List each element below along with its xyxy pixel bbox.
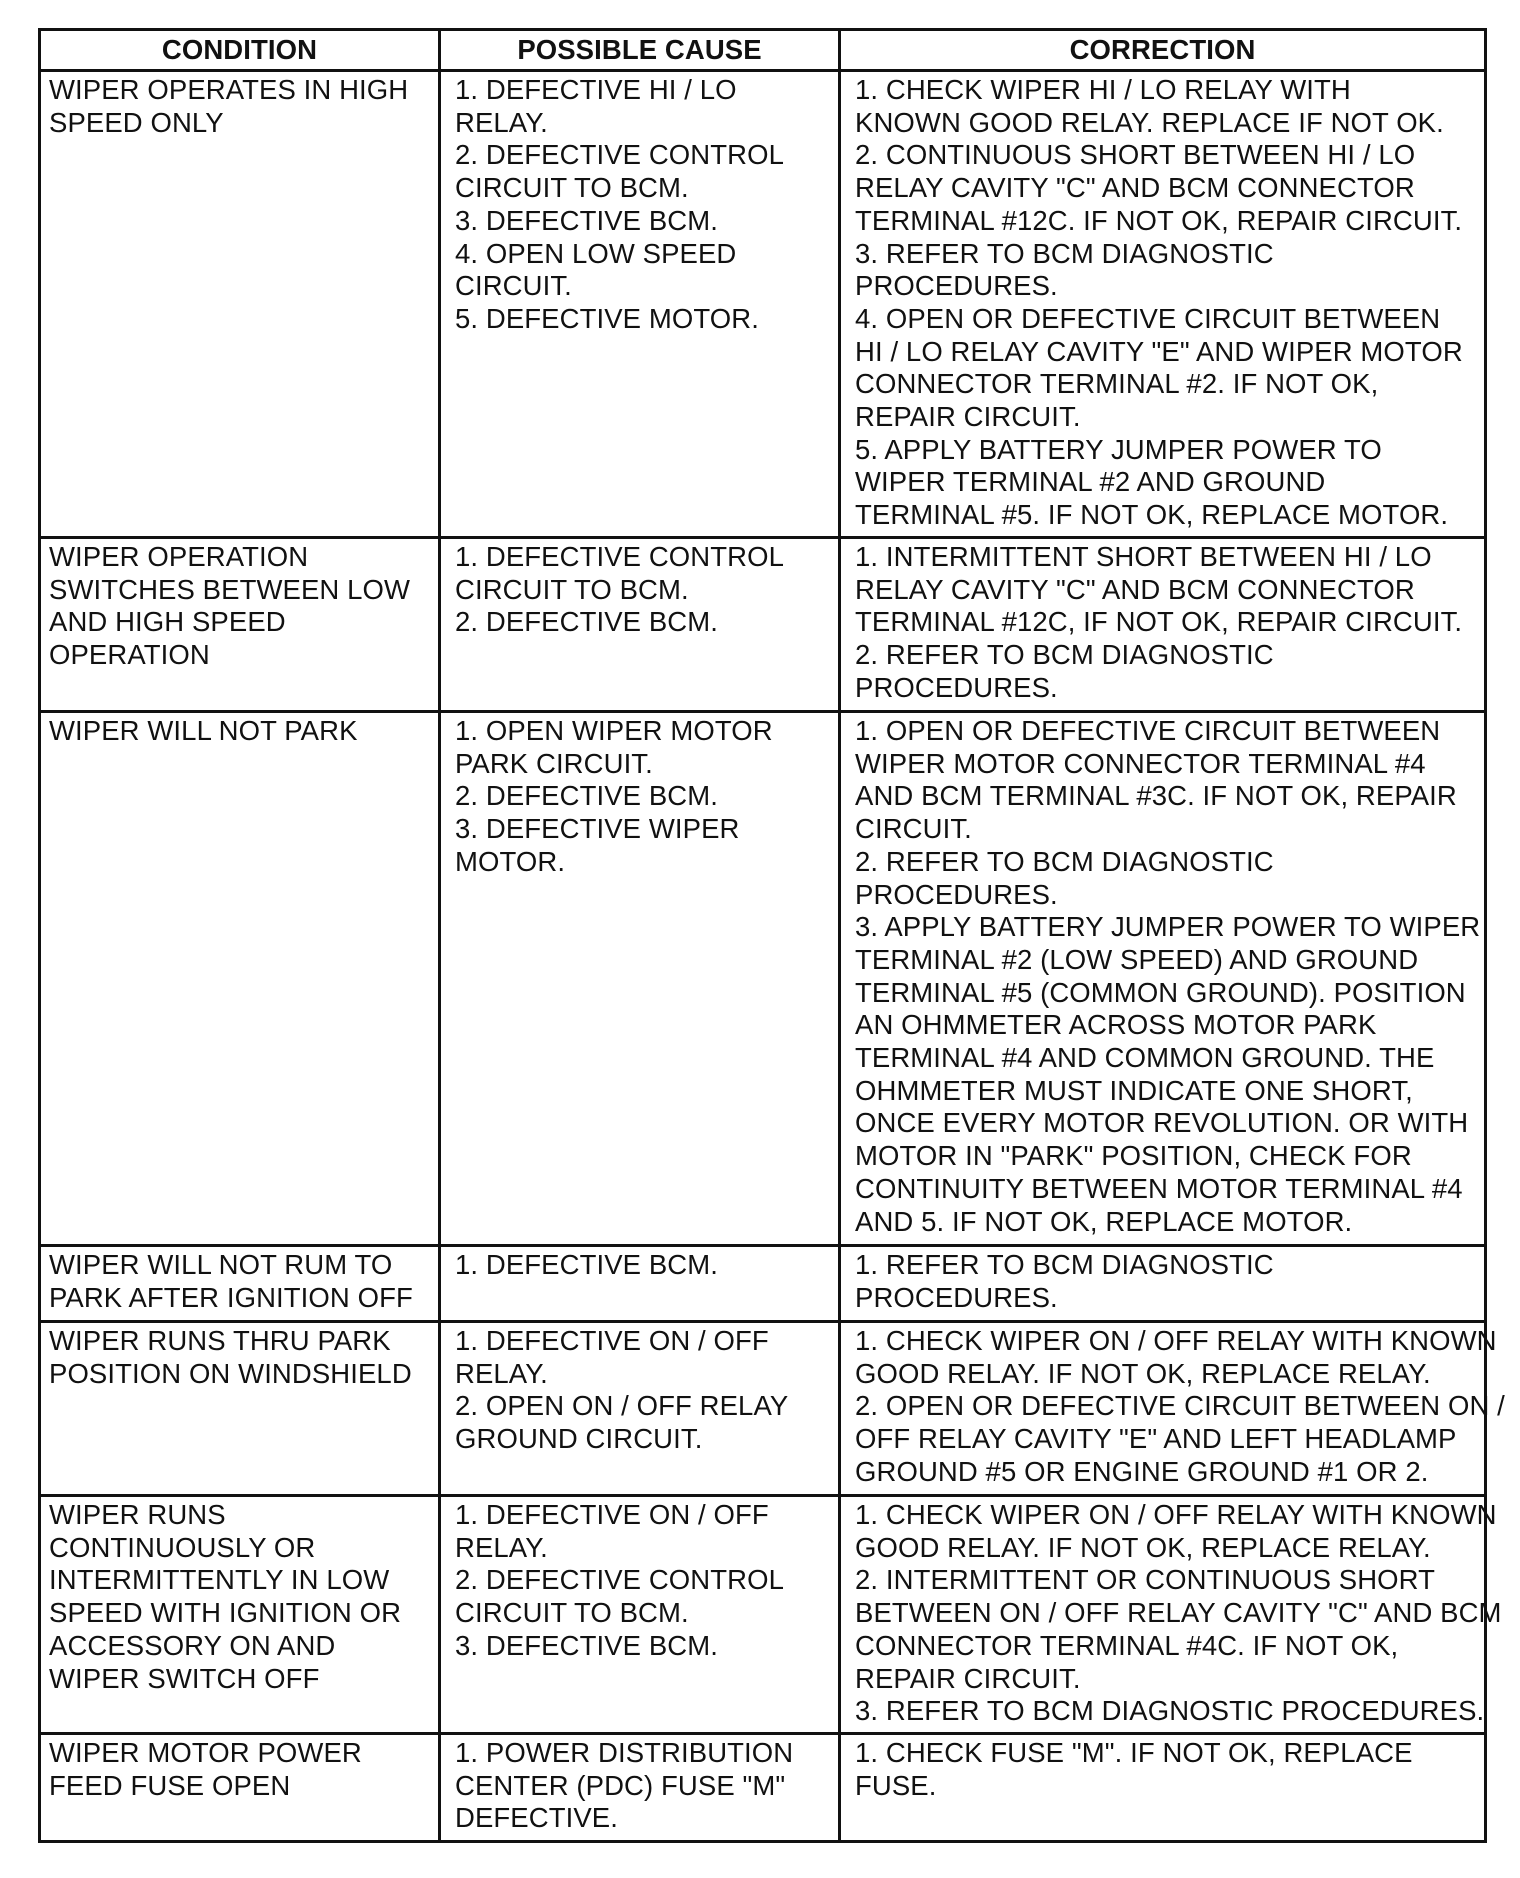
condition-text-line: FEED FUSE OPEN — [49, 1769, 291, 1801]
condition-text-line: AND HIGH SPEED — [49, 606, 286, 638]
table-row — [40, 538, 1486, 712]
condition-text-line: WIPER MOTOR POWER — [49, 1737, 362, 1768]
cause-text-line: DEFECTIVE. — [455, 1802, 618, 1834]
correction-text-line: 2. REFER TO BCM DIAGNOSTIC — [855, 639, 1274, 671]
cause-cell — [440, 71, 840, 538]
correction-text-line: PROCEDURES. — [855, 1281, 1058, 1313]
table-row — [40, 1322, 1486, 1496]
correction-text-line: WIPER TERMINAL #2 AND GROUND — [855, 466, 1326, 498]
condition-cell — [40, 1496, 440, 1734]
correction-text-line: 1. INTERMITTENT SHORT BETWEEN HI / LO — [855, 541, 1432, 572]
correction-text-line: CONNECTOR TERMINAL #4C. IF NOT OK, — [855, 1629, 1399, 1661]
cause-text-line: RELAY. — [455, 1357, 548, 1389]
correction-cell — [840, 1734, 1486, 1842]
correction-text-line: KNOWN GOOD RELAY. REPLACE IF NOT OK. — [855, 106, 1444, 138]
cause-cell — [440, 1246, 840, 1322]
correction-text-line: 3. REFER TO BCM DIAGNOSTIC PROCEDURES. — [855, 1695, 1485, 1727]
cause-text-line: 3. DEFECTIVE BCM. — [455, 204, 718, 236]
correction-cell — [840, 1246, 1486, 1322]
cause-text-line: 1. DEFECTIVE BCM. — [455, 1249, 718, 1280]
cause-text-line: 2. DEFECTIVE CONTROL — [455, 1564, 784, 1596]
condition-text-line: SPEED WITH IGNITION OR — [49, 1597, 402, 1629]
condition-text-line: WIPER OPERATES IN HIGH — [49, 74, 409, 105]
cause-cell — [440, 1496, 840, 1734]
cause-text-line: 5. DEFECTIVE MOTOR. — [455, 302, 759, 334]
correction-cell — [840, 538, 1486, 712]
cause-cell — [440, 1322, 840, 1496]
correction-text-line: 2. CONTINUOUS SHORT BETWEEN HI / LO — [855, 139, 1416, 171]
correction-cell — [840, 1496, 1502, 1734]
header-possible-cause: POSSIBLE CAUSE — [440, 30, 840, 71]
condition-text-line: OPERATION — [49, 639, 210, 671]
correction-text-line: TERMINAL #12C, IF NOT OK, REPAIR CIRCUIT. — [855, 606, 1463, 638]
correction-text-line: TERMINAL #12C. IF NOT OK, REPAIR CIRCUIT. — [855, 204, 1463, 236]
correction-cell — [840, 712, 1486, 1246]
correction-text-line: REPAIR CIRCUIT. — [855, 1662, 1081, 1694]
correction-text-line: GOOD RELAY. IF NOT OK, REPLACE RELAY. — [855, 1357, 1431, 1389]
correction-text-line: MOTOR IN "PARK" POSITION, CHECK FOR — [855, 1140, 1412, 1172]
correction-text-line: BETWEEN ON / OFF RELAY CAVITY "C" AND BCM — [855, 1597, 1502, 1629]
cause-text-line: 3. DEFECTIVE BCM. — [455, 1629, 718, 1661]
correction-text-line: RELAY CAVITY "C" AND BCM CONNECTOR — [855, 172, 1415, 204]
condition-text-line: PARK AFTER IGNITION OFF — [49, 1281, 413, 1313]
correction-text-line: 3. APPLY BATTERY JUMPER POWER TO WIPER — [855, 911, 1481, 943]
header-condition: CONDITION — [40, 30, 440, 71]
condition-cell — [40, 712, 440, 1246]
cause-text-line: 1. DEFECTIVE ON / OFF — [455, 1499, 769, 1530]
cause-cell — [440, 712, 840, 1246]
condition-cell — [40, 71, 440, 538]
correction-text-line: PROCEDURES. — [855, 671, 1058, 703]
condition-text-line: ACCESSORY ON AND — [49, 1629, 336, 1661]
cause-text-line: GROUND CIRCUIT. — [455, 1423, 703, 1455]
condition-cell — [40, 1734, 440, 1842]
correction-text-line: OFF RELAY CAVITY "E" AND LEFT HEADLAMP — [855, 1423, 1457, 1455]
correction-text-line: 2. INTERMITTENT OR CONTINUOUS SHORT — [855, 1564, 1436, 1596]
correction-text-line: HI / LO RELAY CAVITY "E" AND WIPER MOTOR — [855, 335, 1463, 367]
condition-text-line: INTERMITTENTLY IN LOW — [49, 1564, 390, 1596]
header-row — [40, 30, 1486, 71]
correction-text-line: WIPER MOTOR CONNECTOR TERMINAL #4 — [855, 747, 1426, 779]
cause-text-line: 1. DEFECTIVE HI / LO — [455, 74, 737, 105]
correction-text-line: 2. REFER TO BCM DIAGNOSTIC — [855, 845, 1274, 877]
correction-text-line: 1. OPEN OR DEFECTIVE CIRCUIT BETWEEN — [855, 715, 1441, 746]
cause-text-line: MOTOR. — [455, 845, 566, 877]
cause-text-line: 1. DEFECTIVE ON / OFF — [455, 1325, 769, 1356]
cause-text-line: RELAY. — [455, 1531, 548, 1563]
correction-text-line: REPAIR CIRCUIT. — [855, 401, 1081, 433]
cause-text-line: PARK CIRCUIT. — [455, 747, 653, 779]
correction-text-line: TERMINAL #5 (COMMON GROUND). POSITION — [855, 976, 1466, 1008]
condition-text-line: WIPER RUNS — [49, 1499, 226, 1530]
cause-text-line: CIRCUIT TO BCM. — [455, 172, 689, 204]
correction-text-line: RELAY CAVITY "C" AND BCM CONNECTOR — [855, 573, 1415, 605]
correction-text-line: FUSE. — [855, 1769, 937, 1801]
condition-text-line: POSITION ON WINDSHIELD — [49, 1357, 412, 1389]
correction-text-line: 2. OPEN OR DEFECTIVE CIRCUIT BETWEEN ON / — [855, 1390, 1505, 1422]
correction-text-line: CONTINUITY BETWEEN MOTOR TERMINAL #4 — [855, 1172, 1463, 1204]
cause-cell — [440, 538, 840, 712]
table-row — [40, 1496, 1486, 1734]
cause-text-line: 2. DEFECTIVE BCM. — [455, 780, 718, 812]
cause-cell — [440, 1734, 840, 1842]
condition-text-line: WIPER SWITCH OFF — [49, 1662, 320, 1694]
condition-cell — [40, 1246, 440, 1322]
cause-text-line: CENTER (PDC) FUSE "M" — [455, 1769, 786, 1801]
cause-text-line: RELAY. — [455, 106, 548, 138]
condition-text-line: SWITCHES BETWEEN LOW — [49, 573, 411, 605]
condition-cell — [40, 538, 440, 712]
table-row — [40, 1734, 1486, 1842]
correction-text-line: 1. CHECK WIPER HI / LO RELAY WITH — [855, 74, 1351, 105]
correction-text-line: ONCE EVERY MOTOR REVOLUTION. OR WITH — [855, 1107, 1469, 1139]
table-row — [40, 712, 1486, 1246]
correction-text-line: CONNECTOR TERMINAL #2. IF NOT OK, — [855, 368, 1379, 400]
correction-text-line: TERMINAL #2 (LOW SPEED) AND GROUND — [855, 943, 1419, 975]
correction-text-line: 5. APPLY BATTERY JUMPER POWER TO — [855, 433, 1382, 465]
cause-text-line: CIRCUIT TO BCM. — [455, 1597, 689, 1629]
correction-text-line: PROCEDURES. — [855, 270, 1058, 302]
condition-text-line: WIPER OPERATION — [49, 541, 309, 572]
correction-text-line: 1. CHECK WIPER ON / OFF RELAY WITH KNOWN — [855, 1499, 1497, 1530]
correction-text-line: PROCEDURES. — [855, 878, 1058, 910]
cause-text-line: 1. DEFECTIVE CONTROL — [455, 541, 784, 572]
correction-text-line: 1. CHECK FUSE "M". IF NOT OK, REPLACE — [855, 1737, 1413, 1768]
table-row — [40, 71, 1486, 538]
correction-text-line: CIRCUIT. — [855, 813, 972, 845]
correction-text-line: 4. OPEN OR DEFECTIVE CIRCUIT BETWEEN — [855, 302, 1441, 334]
condition-cell — [40, 1322, 440, 1496]
correction-text-line: 1. REFER TO BCM DIAGNOSTIC — [855, 1249, 1274, 1280]
correction-cell — [840, 1322, 1505, 1496]
header-correction: CORRECTION — [840, 30, 1486, 71]
cause-text-line: 2. DEFECTIVE BCM. — [455, 606, 718, 638]
condition-text-line: WIPER WILL NOT RUM TO — [49, 1249, 393, 1280]
cause-text-line: 2. DEFECTIVE CONTROL — [455, 139, 784, 171]
diagnosis-table — [38, 28, 1505, 1843]
correction-text-line: GOOD RELAY. IF NOT OK, REPLACE RELAY. — [855, 1531, 1431, 1563]
correction-text-line: AND BCM TERMINAL #3C. IF NOT OK, REPAIR — [855, 780, 1457, 812]
cause-text-line: 4. OPEN LOW SPEED — [455, 237, 737, 269]
condition-text-line: WIPER RUNS THRU PARK — [49, 1325, 391, 1356]
correction-text-line: AND 5. IF NOT OK, REPLACE MOTOR. — [855, 1205, 1353, 1237]
cause-text-line: 1. OPEN WIPER MOTOR — [455, 715, 773, 746]
condition-text-line: WIPER WILL NOT PARK — [49, 715, 358, 746]
correction-text-line: 1. CHECK WIPER ON / OFF RELAY WITH KNOWN — [855, 1325, 1497, 1356]
cause-text-line: 2. OPEN ON / OFF RELAY — [455, 1390, 789, 1422]
correction-text-line: GROUND #5 OR ENGINE GROUND #1 OR 2. — [855, 1455, 1429, 1487]
cause-text-line: 1. POWER DISTRIBUTION — [455, 1737, 794, 1768]
cause-text-line: CIRCUIT TO BCM. — [455, 573, 689, 605]
correction-text-line: TERMINAL #4 AND COMMON GROUND. THE — [855, 1042, 1435, 1074]
table-row — [40, 1246, 1486, 1322]
correction-text-line: OHMMETER MUST INDICATE ONE SHORT, — [855, 1074, 1413, 1106]
condition-text-line: CONTINUOUSLY OR — [49, 1531, 316, 1563]
correction-text-line: TERMINAL #5. IF NOT OK, REPLACE MOTOR. — [855, 499, 1449, 531]
correction-text-line: AN OHMMETER ACROSS MOTOR PARK — [855, 1009, 1377, 1041]
condition-text-line: SPEED ONLY — [49, 106, 224, 138]
correction-cell — [840, 71, 1486, 538]
cause-text-line: CIRCUIT. — [455, 270, 572, 302]
table-body — [40, 71, 1505, 1842]
correction-text-line: 3. REFER TO BCM DIAGNOSTIC — [855, 237, 1274, 269]
cause-text-line: 3. DEFECTIVE WIPER — [455, 813, 740, 845]
